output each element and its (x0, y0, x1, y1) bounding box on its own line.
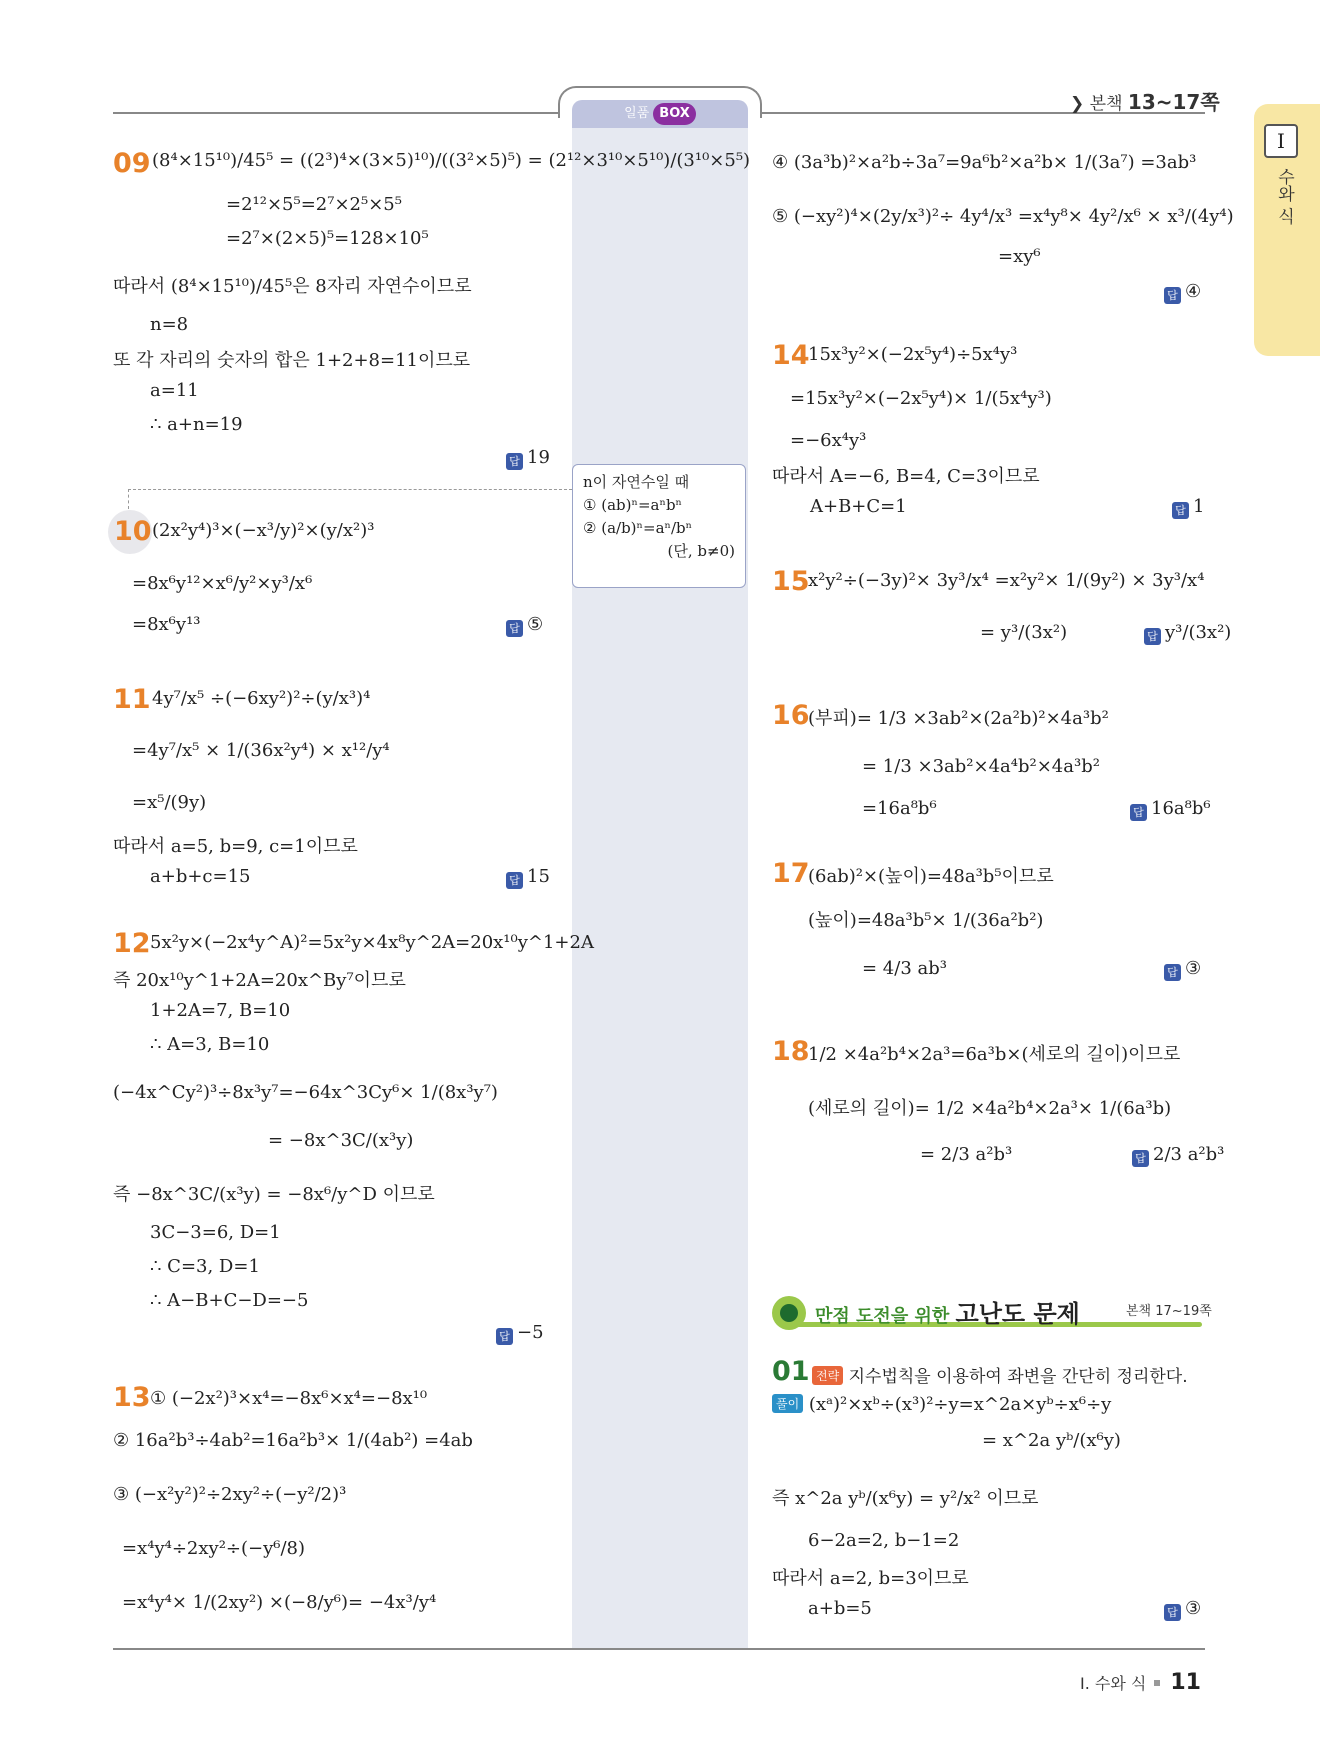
challenge-problem-number-01: 01 (772, 1356, 810, 1387)
problem-number-12: 12 (113, 928, 151, 959)
p09-line: =2⁷×(2×5)⁵=128×10⁵ (226, 228, 429, 249)
p18-line: = 2/3 a²b³ (920, 1144, 1013, 1165)
p10-line: (2x²y⁴)³×(−x³/y)²×(y/x²)³ (152, 520, 375, 541)
p10-line: =8x⁶y¹²×x⁶/y²×y³/x⁶ (132, 573, 313, 594)
p14-line: A+B+C=1 (810, 496, 907, 517)
p10-line: =8x⁶y¹³ (132, 614, 201, 635)
p15-line: x²y²÷(−3y)²× 3y³/x⁴ =x²y²× 1/(9y²) × 3y³/x⁴ (808, 570, 1205, 591)
p13-line: =x⁴y⁴× 1/(2xy²) ×(−8/y⁶)= −4x³/y⁴ (122, 1592, 437, 1613)
p09-line: =2¹²×5⁵=2⁷×2⁵×5⁵ (226, 194, 402, 215)
p15-line: = y³/(3x²) (980, 622, 1068, 643)
p16-line: (부피)= 1/3 ×3ab²×(2a²b)²×4a³b² (808, 708, 1109, 729)
p17-line: (높이)=48a³b⁵× 1/(36a²b²) (808, 910, 1044, 931)
p09-line: n=8 (150, 314, 189, 335)
chapter-label: 수와 식 (1274, 168, 1294, 225)
note-leader-line (128, 489, 572, 490)
p11-line: =x⁵/(9y) (132, 792, 207, 813)
p12-line: ∴ A=3, B=10 (150, 1034, 270, 1055)
p17-answer: 답 ③ (1164, 958, 1201, 981)
section-bullet-icon (772, 1296, 806, 1330)
problem-number-11: 11 (113, 684, 151, 715)
c01-line: = x^2a yᵇ/(x⁶y) (982, 1430, 1121, 1451)
p09-line: 따라서 (8⁴×15¹⁰)/45⁵은 8자리 자연수이므로 (113, 276, 472, 297)
problem-number-18: 18 (772, 1036, 810, 1067)
page-footer: I. 수와 식 11 (1080, 1670, 1201, 1695)
p12-line: 1+2A=7, B=10 (150, 1000, 291, 1021)
problem-number-16: 16 (772, 700, 810, 731)
p09-line: ∴ a+n=19 (150, 414, 243, 435)
p14-line: =15x³y²×(−2x⁵y⁴)× 1/(5x⁴y³) (790, 388, 1052, 409)
p12-answer: 답 −5 (496, 1322, 544, 1345)
problem-number-14: 14 (772, 340, 810, 371)
p13-line: =xy⁶ (998, 246, 1041, 267)
p09-line: (8⁴×15¹⁰)/45⁵ = ((2³)⁴×(3×5)¹⁰)/((3²×5)⁵) = (2¹²×3¹⁰×5¹⁰)/(3¹⁰×5⁵) (152, 150, 751, 171)
p16-line: =16a⁸b⁶ (862, 798, 937, 819)
footer-square-icon (1154, 1680, 1160, 1686)
page-number: 11 (1170, 1670, 1201, 1695)
c01-line: 6−2a=2, b−1=2 (808, 1530, 960, 1551)
p09-line: 또 각 자리의 숫자의 합은 1+2+8=11이므로 (113, 350, 471, 371)
p12-line: = −8x^3C/(x³y) (268, 1130, 414, 1151)
p13-line: ⑤ (−xy²)⁴×(2y/x³)²÷ 4y⁴/x³ =x⁴y⁸× 4y²/x⁶ × x³/(4y⁴) (772, 206, 1234, 227)
p11-line: a+b+c=15 (150, 866, 251, 887)
answer-gutter (572, 100, 748, 1650)
p12-line: 즉 20x¹⁰y^1+2A=20x^By⁷이므로 (113, 970, 406, 991)
p16-answer: 답 16a⁸b⁶ (1130, 798, 1211, 821)
p13-line: ① (−2x²)³×x⁴=−8x⁶×x⁴=−8x¹⁰ (150, 1388, 428, 1409)
p12-line: ∴ C=3, D=1 (150, 1256, 260, 1277)
problem-number-17: 17 (772, 858, 810, 889)
p17-line: = 4/3 ab³ (862, 958, 947, 979)
p14-answer: 답 1 (1172, 496, 1204, 519)
p14-line: 15x³y²×(−2x⁵y⁴)÷5x⁴y³ (808, 344, 1018, 365)
box-tab: 일품 BOX (572, 100, 748, 128)
p17-line: (6ab)²×(높이)=48a³b⁵이므로 (808, 866, 1054, 887)
chevron-right-icon: ❯ (1070, 94, 1085, 114)
problem-number-13: 13 (113, 1382, 151, 1413)
c01-line: a+b=5 (808, 1598, 872, 1619)
p13-line: ③ (−x²y²)²÷2xy²÷(−y²/2)³ (113, 1484, 347, 1505)
answer-icon: 답 (1164, 287, 1181, 304)
note-leader-line-vertical (128, 489, 129, 509)
problem-number-10: 10 (114, 516, 152, 547)
challenge-book-ref: 본책 17~19쪽 (1126, 1304, 1212, 1319)
p09-answer: 답 19 (506, 447, 550, 470)
bottom-rule (113, 1648, 1205, 1650)
p11-line: 4y⁷/x⁵ ÷(−6xy²)²÷(y/x³)⁴ (152, 688, 371, 709)
answer-icon: 답 (506, 453, 523, 470)
p12-line: 3C−3=6, D=1 (150, 1222, 281, 1243)
answer-icon: 답 (1132, 1150, 1149, 1167)
p13-line: =x⁴y⁴÷2xy²÷(−y⁶/8) (122, 1538, 306, 1559)
answer-icon: 답 (1164, 1604, 1181, 1621)
book-ref: ❯ 본책 13~17쪽 (1070, 90, 1220, 114)
c01-answer: 답 ③ (1164, 1598, 1201, 1621)
answer-icon: 답 (496, 1328, 513, 1345)
p12-line: 즉 −8x^3C/(x³y) = −8x⁶/y^D 이므로 (113, 1184, 435, 1205)
p11-line: =4y⁷/x⁵ × 1/(36x²y⁴) × x¹²/y⁴ (132, 740, 390, 761)
p12-line: 5x²y×(−2x⁴y^A)²=5x²y×4x⁸y^2A=20x¹⁰y^1+2A (150, 932, 594, 953)
exponent-rule-note: n이 자연수일 때 ① (ab)ⁿ=aⁿbⁿ ② (a/b)ⁿ=aⁿ/bⁿ (단, b≠0) (572, 464, 746, 588)
p14-line: =−6x⁴y³ (790, 430, 867, 451)
problem-number-15: 15 (772, 566, 810, 597)
answer-icon: 답 (1130, 804, 1147, 821)
p16-line: = 1/3 ×3ab²×4a⁴b²×4a³b² (862, 756, 1100, 777)
p18-line: 1/2 ×4a²b⁴×2a³=6a³b×(세로의 길이)이므로 (808, 1044, 1181, 1065)
p14-line: 따라서 A=−6, B=4, C=3이므로 (772, 466, 1040, 487)
answer-icon: 답 (1164, 964, 1181, 981)
c01-line: 따라서 a=2, b=3이므로 (772, 1568, 969, 1589)
p13-line: ④ (3a³b)²×a²b÷3a⁷=9a⁶b²×a²b× 1/(3a⁷) =3ab³ (772, 152, 1197, 173)
chapter-number: I (1264, 124, 1298, 158)
p10-answer: 답 ⑤ (506, 614, 543, 637)
p13-line: ② 16a²b³÷4ab²=16a²b³× 1/(4ab²) =4ab (113, 1430, 473, 1451)
p18-answer: 답 2/3 a²b³ (1132, 1144, 1224, 1167)
answer-icon: 답 (1144, 628, 1161, 645)
p12-line: (−4x^Cy²)³÷8x³y⁷=−64x^3Cy⁶× 1/(8x³y⁷) (113, 1082, 498, 1103)
p12-line: ∴ A−B+C−D=−5 (150, 1290, 309, 1311)
answer-icon: 답 (506, 620, 523, 637)
challenge-title: 만점 도전을 위한 고난도 문제 (815, 1300, 1080, 1328)
c01-strategy: 전략 지수법칙을 이용하여 좌변을 간단히 정리한다. (812, 1362, 1188, 1387)
p09-line: a=11 (150, 380, 199, 401)
answer-icon: 답 (1172, 502, 1189, 519)
answer-icon: 답 (506, 872, 523, 889)
c01-line: 풀이 (xᵃ)²×xᵇ÷(x³)²÷y=x^2a×yᵇ÷x⁶÷y (772, 1394, 1111, 1415)
problem-number-09: 09 (113, 148, 151, 179)
p18-line: (세로의 길이)= 1/2 ×4a²b⁴×2a³× 1/(6a³b) (808, 1098, 1172, 1119)
c01-line: 즉 x^2a yᵇ/(x⁶y) = y²/x² 이므로 (772, 1488, 1039, 1509)
p13-answer: 답 ④ (1164, 281, 1201, 304)
p11-answer: 답 15 (506, 866, 550, 889)
p11-line: 따라서 a=5, b=9, c=1이므로 (113, 836, 358, 857)
p15-answer: 답 y³/(3x²) (1144, 622, 1231, 645)
